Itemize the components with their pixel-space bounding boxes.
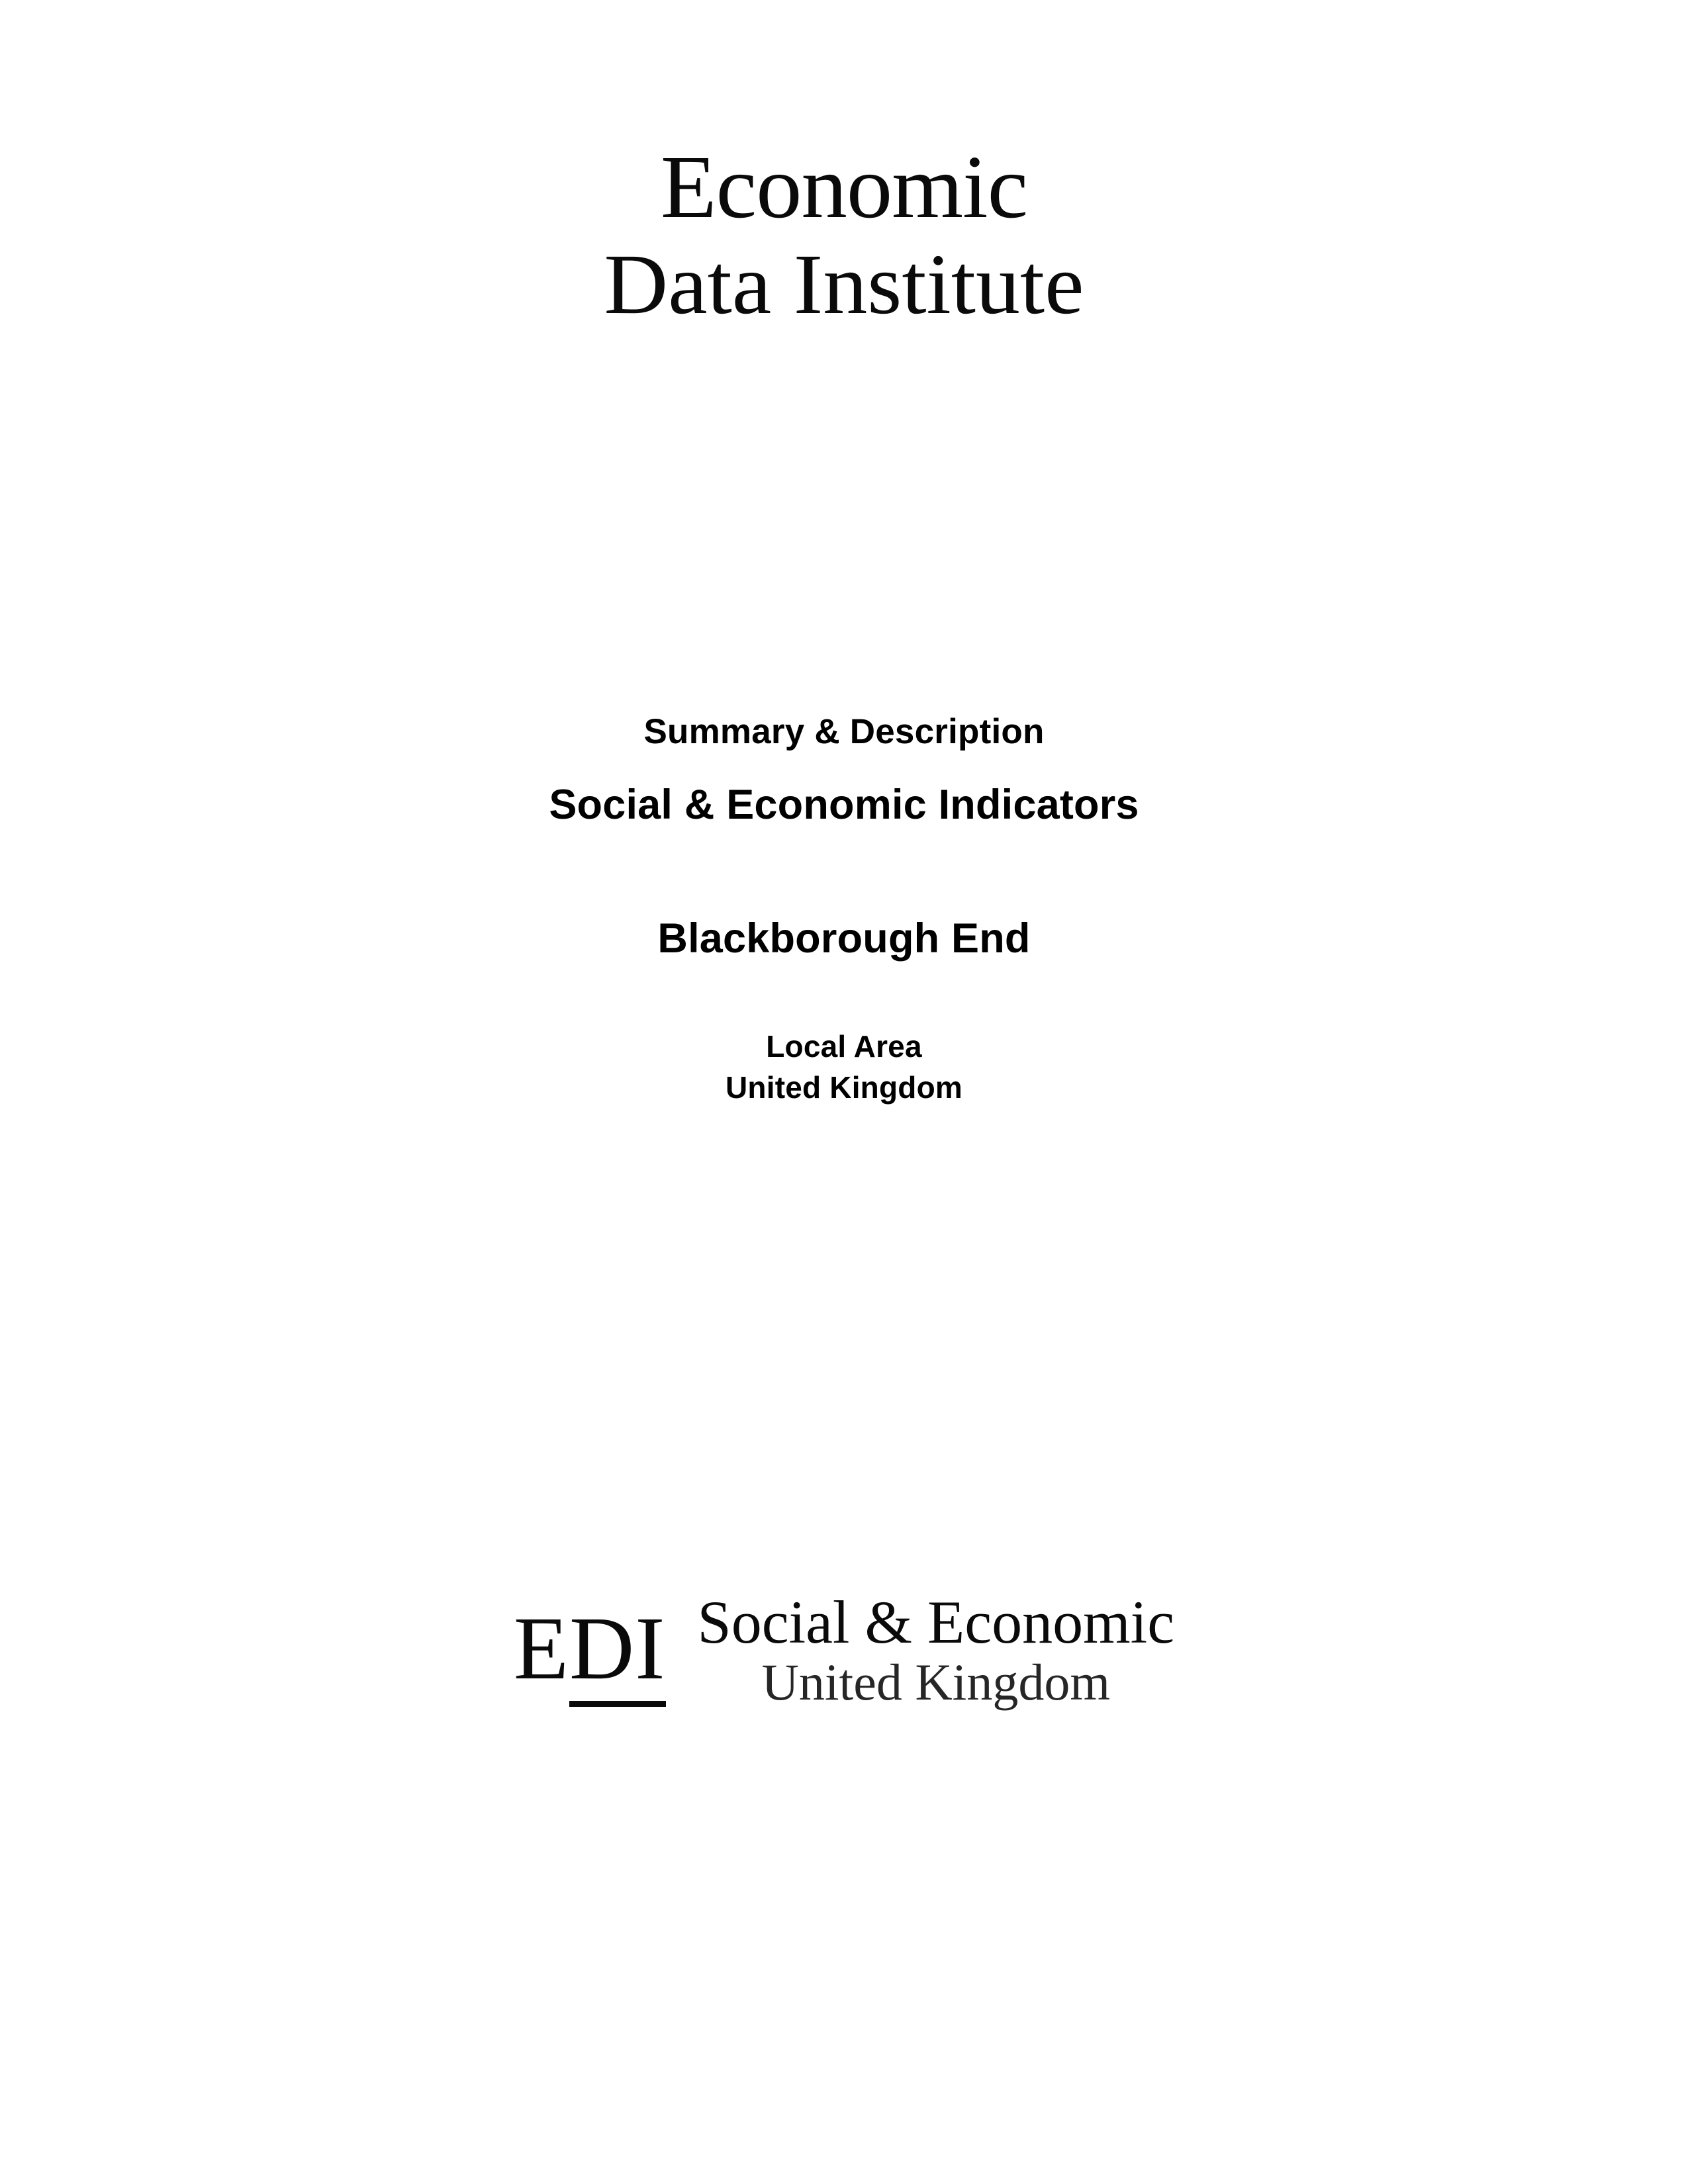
masthead-line-economic: Economic bbox=[660, 138, 1028, 237]
footer-logo-acronym-di: DI bbox=[569, 1599, 666, 1707]
report-area-type: Local Area bbox=[766, 1029, 922, 1064]
footer-logo bbox=[0, 1588, 1688, 1711]
footer-logo-line-united-kingdom: United Kingdom bbox=[761, 1653, 1111, 1711]
report-title-indicators: Social & Economic Indicators bbox=[549, 782, 1139, 828]
report-subtitle-summary: Summary & Description bbox=[643, 712, 1045, 751]
footer-logo-text bbox=[697, 1588, 1175, 1711]
masthead-logo bbox=[0, 138, 1688, 332]
footer-logo-acronym-e: E bbox=[513, 1599, 570, 1698]
footer-logo-acronym bbox=[513, 1599, 666, 1700]
footer-logo-line-social-economic: Social & Economic bbox=[697, 1588, 1175, 1656]
report-country: United Kingdom bbox=[726, 1070, 962, 1105]
masthead-line-data-institute: Data Institute bbox=[604, 237, 1084, 332]
report-area-name: Blackborough End bbox=[657, 915, 1031, 962]
title-block bbox=[0, 711, 1688, 1105]
